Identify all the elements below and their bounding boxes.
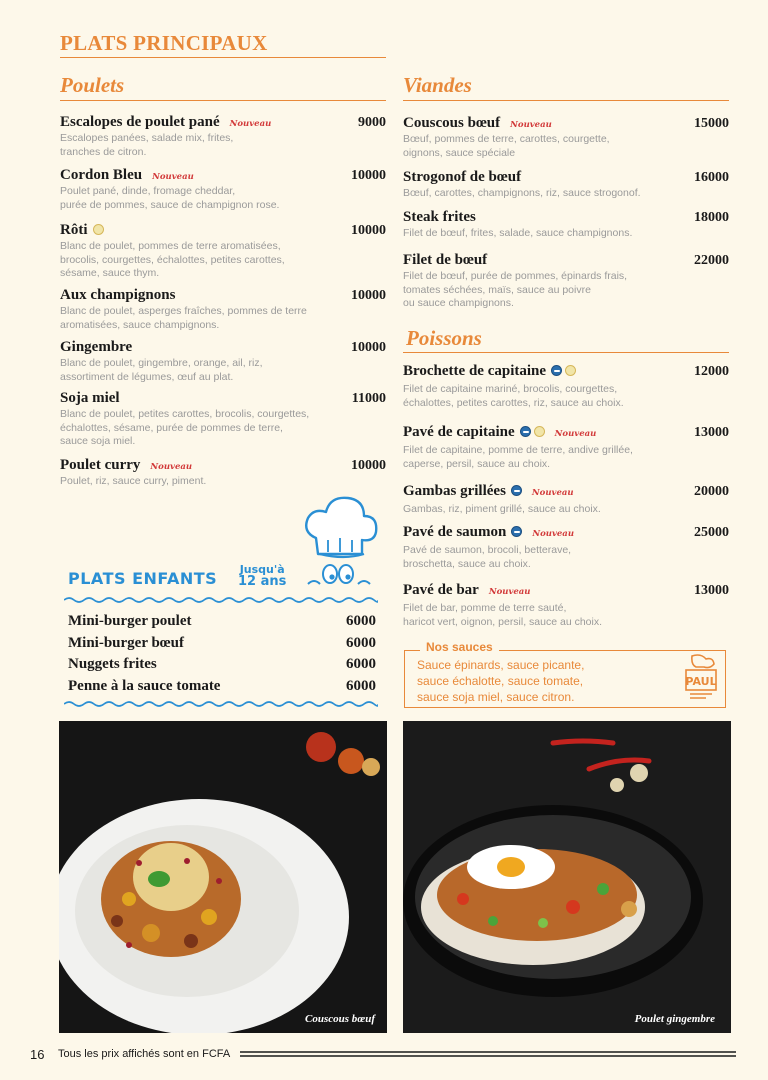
- item-name: Nuggets frites: [68, 656, 157, 672]
- item-description: Gambas, riz, piment grillé, sauce au choix.: [403, 503, 601, 515]
- item-price: 18000: [694, 210, 729, 225]
- item-name: Soja miel: [60, 390, 120, 406]
- item-description: Blanc de poulet, asperges fraîches, pommes de terre aromatisées, sauce champignons.: [60, 305, 307, 331]
- item-price: 9000: [358, 115, 386, 130]
- item-price: 16000: [694, 170, 729, 185]
- kids-menu-item: [68, 635, 376, 652]
- chef-mascot-icon: [300, 494, 380, 590]
- item-name: Steak frites: [403, 209, 476, 225]
- menu-item: [403, 209, 729, 241]
- item-name: Escalopes de poulet pané: [60, 114, 220, 130]
- item-name: Gingembre: [60, 339, 133, 355]
- paul-logo-icon: [682, 654, 720, 704]
- menu-item: [60, 221, 386, 281]
- item-description: Bœuf, carottes, champignons, riz, sauce strogonof.: [403, 187, 641, 199]
- item-description: Filet de bœuf, purée de pommes, épinards frais, tomates séchées, maïs, sauce au poivre ou sauce champignons.: [403, 270, 628, 309]
- item-price: 15000: [694, 116, 729, 131]
- wave-divider: [64, 700, 378, 708]
- item-name: Couscous bœuf: [403, 115, 501, 131]
- fish-icon: [520, 426, 531, 437]
- item-name: Pavé de capitaine: [403, 424, 515, 440]
- new-badge: Nouveau: [554, 429, 597, 439]
- item-price: 10000: [351, 340, 386, 355]
- menu-item: [403, 169, 729, 201]
- fish-icon: [511, 485, 522, 496]
- item-name: Poulet curry: [60, 457, 141, 473]
- fish-icon: [551, 365, 562, 376]
- kids-menu-item: [68, 678, 376, 695]
- menu-item: [403, 523, 729, 571]
- ginger-chicken-bowl-icon: [403, 721, 731, 1033]
- sauces-list: Sauce épinards, sauce picante, sauce échalotte, sauce tomate, sauce soja miel, sauce citron.: [417, 658, 585, 704]
- kids-section-title: PLATS ENFANTS: [68, 569, 218, 588]
- item-name: Pavé de bar: [403, 582, 479, 598]
- item-description: Filet de bœuf, frites, salade, sauce champignons.: [403, 227, 633, 239]
- menu-item: [60, 390, 386, 449]
- page-title: PLATS PRINCIPAUX: [60, 31, 268, 55]
- item-price: 6000: [346, 635, 376, 651]
- item-name: Strogonof de bœuf: [403, 169, 522, 185]
- item-price: 22000: [694, 253, 729, 268]
- mild-icon: [565, 365, 576, 376]
- menu-item: [60, 166, 386, 212]
- item-name: Cordon Bleu: [60, 167, 143, 183]
- wave-divider: [64, 596, 378, 604]
- menu-item: [403, 482, 729, 517]
- mild-icon: [93, 224, 104, 235]
- menu-item: [403, 114, 729, 160]
- item-price: 13000: [694, 425, 729, 440]
- item-price: 6000: [346, 613, 376, 629]
- item-name: Brochette de capitaine: [403, 363, 547, 379]
- section-title-poissons: Poissons: [406, 326, 482, 350]
- menu-item: [60, 287, 386, 332]
- photo-caption: Poulet gingembre: [634, 1013, 715, 1025]
- menu-item: [403, 423, 729, 471]
- item-price: 6000: [346, 656, 376, 672]
- item-name: Filet de bœuf: [403, 252, 488, 268]
- photo-caption: Couscous bœuf: [305, 1013, 375, 1025]
- item-price: 6000: [346, 678, 376, 694]
- photo-poulet-gingembre: [403, 721, 731, 1033]
- footer-note: Tous les prix affichés sont en FCFA: [58, 1048, 231, 1060]
- section-divider-poulets: [60, 100, 386, 101]
- item-description: Blanc de poulet, pommes de terre aromatisées, brocolis, courgettes, échalottes, petites carottes, sésame, sauce thym.: [60, 240, 285, 279]
- menu-item: [60, 339, 386, 384]
- section-title-poulets: Poulets: [60, 73, 125, 97]
- item-description: Blanc de poulet, gingembre, orange, ail, riz, assortiment de légumes, œuf au plat.: [60, 357, 263, 383]
- new-badge: Nouveau: [152, 172, 194, 182]
- section-divider-viandes: [403, 100, 729, 101]
- item-name: Mini-burger poulet: [68, 613, 192, 629]
- item-price: 10000: [351, 168, 386, 183]
- item-description: Filet de capitaine mariné, brocolis, courgettes, échalottes, petites carottes, riz, sauce au choix.: [403, 383, 624, 409]
- menu-item: [60, 456, 386, 489]
- item-description: Escalopes panées, salade mix, frites, tranches de citron.: [60, 132, 234, 158]
- item-description: Poulet, riz, sauce curry, piment.: [60, 475, 207, 487]
- item-description: Bœuf, pommes de terre, carottes, courgette, oignons, sauce spéciale: [403, 133, 610, 159]
- item-description: Pavé de saumon, brocoli, betterave, broschetta, sauce au choix.: [403, 544, 572, 570]
- kids-age-label: Jusqu'à 12 ans: [238, 563, 287, 589]
- menu-item: [60, 113, 386, 159]
- item-name: Rôti: [60, 222, 88, 238]
- menu-item: [403, 252, 729, 311]
- title-divider: [60, 57, 386, 58]
- new-badge: Nouveau: [488, 587, 531, 597]
- new-badge: Nouveau: [531, 488, 574, 498]
- item-price: 12000: [694, 364, 729, 379]
- kids-menu-item: [68, 613, 376, 630]
- couscous-plate-icon: [59, 721, 387, 1033]
- item-name: Mini-burger bœuf: [68, 635, 184, 651]
- new-badge: Nouveau: [150, 462, 193, 472]
- paul-logo-text: PAUL: [685, 675, 717, 688]
- item-name: Gambas grillées: [403, 483, 506, 499]
- footer-divider: [240, 1051, 736, 1057]
- new-badge: Nouveau: [510, 120, 552, 130]
- sauces-label: Nos sauces: [420, 640, 499, 654]
- item-price: 10000: [351, 288, 386, 303]
- photo-couscous-boeuf: [59, 721, 387, 1033]
- menu-item: [403, 581, 729, 629]
- item-price: 13000: [694, 583, 729, 598]
- fish-icon: [511, 526, 522, 537]
- item-price: 20000: [694, 484, 729, 499]
- new-badge: Nouveau: [532, 529, 574, 539]
- item-description: Poulet pané, dinde, fromage cheddar, purée de pommes, sauce de champignon rose.: [60, 185, 280, 211]
- section-title-viandes: Viandes: [403, 73, 472, 97]
- menu-item: [403, 362, 729, 410]
- item-name: Pavé de saumon: [403, 524, 507, 540]
- item-description: Filet de bar, pomme de terre sauté, haricot vert, oignon, persil, sauce au choix.: [403, 602, 603, 628]
- mild-icon: [534, 426, 545, 437]
- item-price: 10000: [351, 223, 386, 238]
- item-name: Aux champignons: [60, 287, 176, 303]
- item-name: Penne à la sauce tomate: [68, 678, 221, 694]
- kids-menu-item: [68, 656, 376, 673]
- item-description: Filet de capitaine, pomme de terre, andive grillée, caperse, persil, sauce au choix.: [403, 444, 633, 470]
- new-badge: Nouveau: [229, 119, 272, 129]
- item-description: Blanc de poulet, petites carottes, brocolis, courgettes, échalottes, sésame, purée de pommes de terre, sauce soja miel.: [60, 408, 310, 447]
- item-price: 11000: [351, 391, 386, 406]
- item-price: 10000: [351, 458, 386, 473]
- page-number: 16: [30, 1047, 45, 1062]
- section-divider-poissons: [403, 352, 729, 353]
- item-price: 25000: [694, 525, 729, 540]
